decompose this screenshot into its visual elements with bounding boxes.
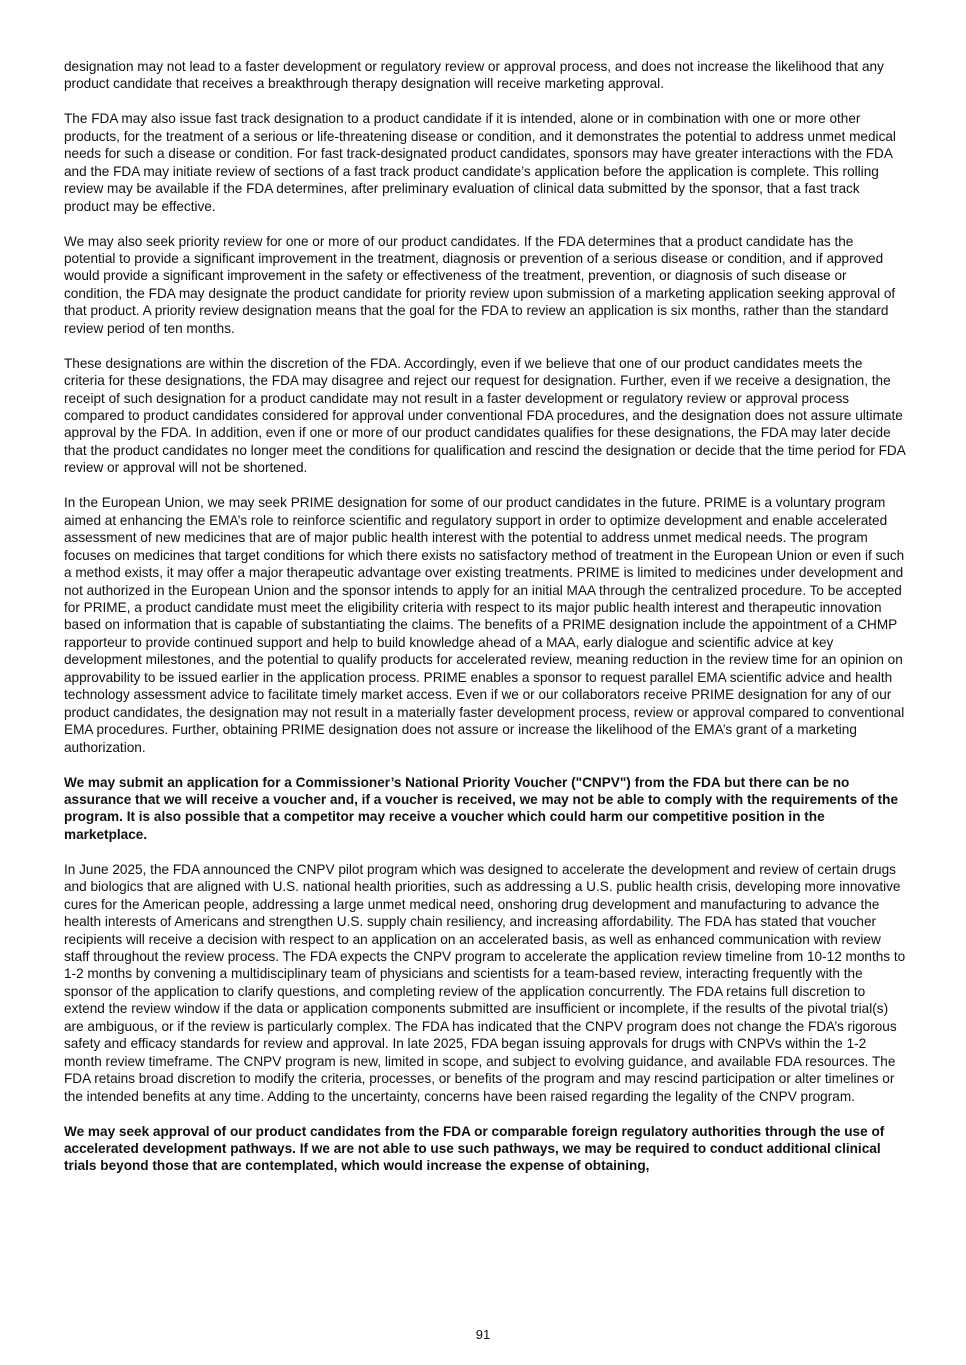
paragraph-cnpv-program: In June 2025, the FDA announced the CNPV pilot program which was designed to accelerate the development and review of certain drugs and biologics that are aligned with U.S. national health priorities, such as addressing a U.S. public health crisis, developing more innovative cures for the American people, addressing a large unmet medical need, onshoring drug development and manufacturing to advance the health interests of Americans and strengthen U.S. supply chain resiliency, and increasing affordability. The FDA has stated that voucher recipients will receive a decision with respect to an application on an accelerated basis, as well as enhanced communication with review staff throughout the review process. The FDA expects the CNPV program to accelerate the application review timeline from 10-12 months to 1-2 months by convening a multidisciplinary team of physicians and scientists for a team-based review, interacting frequently with the sponsor of the application to clarify questions, and completing review of the application concurrently. The FDA retains full discretion to extend the review window if the data or application components submitted are insufficient or incomplete, if the results of the pivotal trial(s) are ambiguous, or if the review is particularly complex. The FDA has indicated that the CNPV program does not change the FDA’s rigorous safety and efficacy standards for review and approval. In late 2025, FDA began issuing approvals for drugs with CNPVs within the 1-2 month review timeframe. The CNPV program is new, limited in scope, and subject to evolving guidance, and available FDA resources. The FDA retains broad discretion to modify the criteria, processes, or benefits of the program and may rescind participation or alter timelines or the intended benefits at any time. Adding to the uncertainty, concerns have been raised regarding the legality of the CNPV program. <box>64 861 906 1104</box>
paragraph-breakthrough-continued: designation may not lead to a faster development or regulatory review or approval process, and does not increase the likelihood that any product candidate that receives a breakthrough therapy designation will receive marketing approval. <box>64 59 884 92</box>
heading-accelerated-pathways-risk: We may seek approval of our product candidates from the FDA or comparable foreign regulatory authorities through the use of accelerated development pathways. If we are not able to use such pathways, we may be required to conduct additional clinical trials beyond those that are contemplated, which would increase the expense of obtaining, <box>64 1123 885 1174</box>
paragraph-fast-track: The FDA may also issue fast track designation to a product candidate if it is intended, alone or in combination with one or more other products, for the treatment of a serious or life-threatening disease or condition, and it demonstrates the potential to address unmet medical needs for such a disease or condition. For fast track-designated product candidates, sponsors may have greater interactions with the FDA and the FDA may initiate review of sections of a fast track product candidate’s application before the application is complete. This rolling review may be available if the FDA determines, after preliminary evaluation of clinical data submitted by the sponsor, that a fast track product may be effective. <box>64 111 896 214</box>
paragraph-priority-review: We may also seek priority review for one or more of our product candidates. If the FDA determines that a product candidate has the potential to provide a significant improvement in the treatment, diagnosis or prevention of a serious disease or condition, and if approved would provide a significant improvement in the safety or effectiveness of the treatment, prevention, or diagnosis of such disease or condition, the FDA may designate the product candidate for priority review upon submission of a marketing application seeking approval of that product. A priority review designation means that the goal for the FDA to review an application is six months, rather than the standard review period of ten months. <box>64 233 896 336</box>
document-body <box>64 58 906 1192</box>
page-number: 91 <box>475 1327 491 1342</box>
paragraph-fda-discretion: These designations are within the discretion of the FDA. Accordingly, even if we believe that one of our product candidates meets the criteria for these designations, the FDA may disagree and reject our request for designation. Further, even if we receive a designation, the receipt of such designation for a product candidate may not result in a faster development or regulatory review or approval process compared to product candidates considered for approval under conventional FDA procedures, and the designation does not assure ultimate approval by the FDA. In addition, even if one or more of our product candidates qualifies for these designations, the FDA may later decide that the product candidates no longer meet the conditions for qualification and rescind the designation or decide that the time period for FDA review or approval will not be shortened. <box>64 355 906 476</box>
paragraph-prime-designation: In the European Union, we may seek PRIME designation for some of our product candidates in the future. PRIME is a voluntary program aimed at enhancing the EMA’s role to reinforce scientific and regulatory support in order to optimize development and enable accelerated assessment of new medicines that are of major public health interest with the potential to address unmet medical needs. The program focuses on medicines that target conditions for which there exists no satisfactory method of treatment in the European Union or even if such a method exists, it may offer a major therapeutic advantage over existing treatments. PRIME is limited to medicines under development and not authorized in the European Union and the sponsor intends to apply for an initial MAA through the centralized procedure. To be accepted for PRIME, a product candidate must meet the eligibility criteria with respect to its major public health interest and therapeutic innovation based on information that is capable of substantiating the claims. The benefits of a PRIME designation include the appointment of a CHMP rapporteur to provide continued support and help to build knowledge ahead of a MAA, early dialogue and scientific advice at key development milestones, and the potential to qualify products for accelerated review, meaning reduction in the review time for an opinion on approvability to be issued earlier in the application process. PRIME enables a sponsor to request parallel EMA scientific advice and health technology assessment advice to facilitate timely market access. Even if we or our collaborators receive PRIME designation for any of our product candidates, the designation may not result in a materially faster development process, review or approval compared to conventional EMA procedures. Further, obtaining PRIME designation does not assure or increase the likelihood of the EMA’s grant of a marketing authorization. <box>64 495 905 755</box>
heading-cnpv-risk: We may submit an application for a Commissioner’s National Priority Voucher ("CNPV") from the FDA but there can be no assurance that we will receive a voucher and, if a voucher is received, we may not be able to comply with the requirements of the program. It is also possible that a competitor may receive a voucher which could harm our competitive position in the marketplace. <box>64 774 899 842</box>
